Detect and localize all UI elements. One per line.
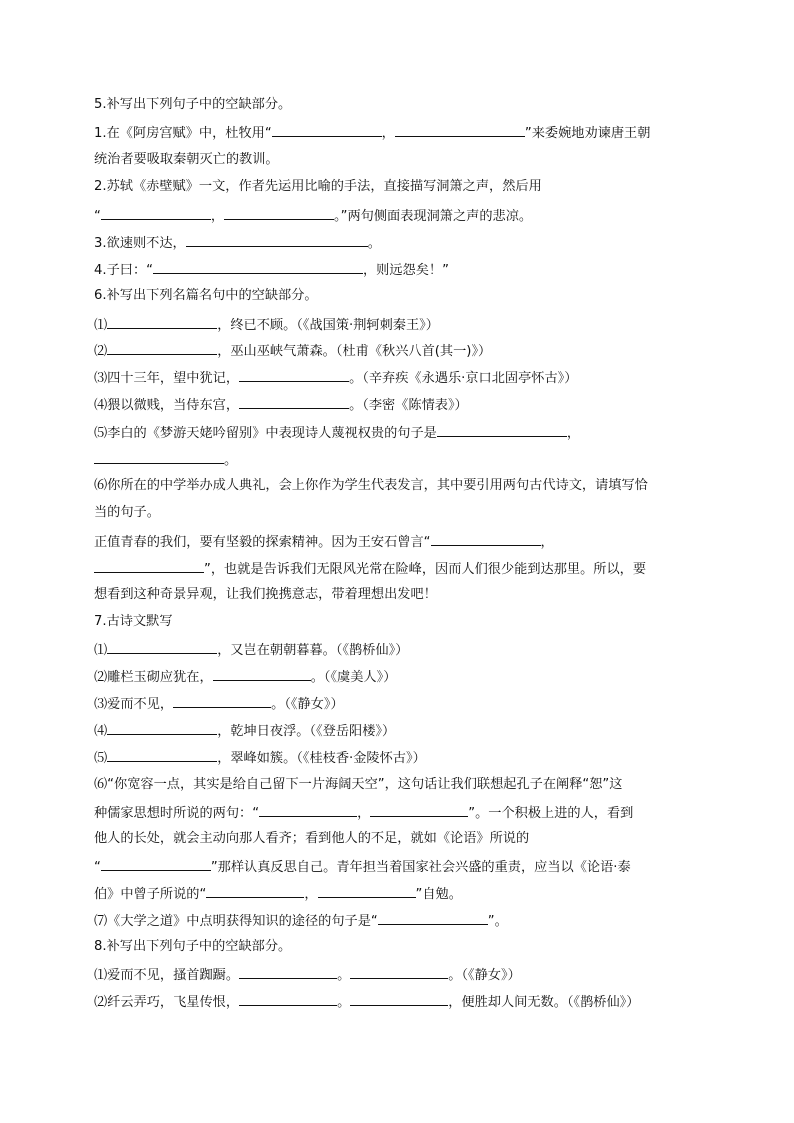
section-6-heading: 6.补写出下列名篇名句中的空缺部分。 (94, 288, 318, 303)
answer-blank[interactable] (378, 907, 488, 925)
question-6-1: ⑴ ，终已不顾。（《战国策·荆轲刺秦王》） (94, 311, 439, 337)
answer-blank[interactable] (259, 799, 357, 817)
answer-blank[interactable] (224, 202, 334, 220)
answer-blank[interactable] (153, 256, 363, 274)
question-7-5: ⑸ ，翠峰如簇。（《桂枝香·金陵怀古》） (94, 744, 426, 770)
question-7-4: ⑷ ，乾坤日夜浮。（《登岳阳楼》） (94, 717, 395, 743)
answer-blank[interactable] (272, 119, 382, 137)
section-8-heading: 8.补写出下列句子中的空缺部分。 (94, 939, 292, 954)
answer-blank[interactable] (173, 690, 271, 708)
answer-blank[interactable] (350, 961, 448, 979)
question-7-3: ⑶爱而不见， 。（《静女》） (94, 690, 344, 716)
question-6-3: ⑶四十三年，望中犹记， 。（辛弃疾《永遇乐·京口北固亭怀古》） (94, 364, 577, 390)
answer-blank[interactable] (239, 391, 349, 409)
answer-blank[interactable] (206, 880, 304, 898)
section-7-heading: 7.古诗文默写 (94, 614, 173, 629)
answer-blank[interactable] (94, 555, 204, 573)
answer-blank[interactable] (101, 853, 211, 871)
question-7-6-line-1: ⑹“你宽容一点，其实是给自己留下一片海阔天空”，这句话让我们联想起孔子在阐释“恕”这 (94, 777, 623, 792)
question-7-6-line-3: 他人的长处，就会主动向那人看齐；看到他人的不足，就如《论语》所说的 (94, 831, 530, 846)
answer-blank[interactable] (370, 799, 468, 817)
question-5-4: 4.子曰：“ ，则远怨矣！” (94, 256, 449, 282)
answer-blank[interactable] (186, 229, 368, 247)
answer-blank[interactable] (239, 961, 337, 979)
question-7-2: ⑵雕栏玉砌应犹在， 。（《虞美人》） (94, 663, 396, 689)
answer-blank[interactable] (107, 744, 217, 762)
question-6-6-line-5: 想看到这种奇景异观，让我们挽携意志，带着理想出发吧！ (94, 587, 437, 602)
answer-blank[interactable] (437, 419, 567, 437)
question-5-2-line-2: “ ， 。”两句侧面表现洞箫之声的悲凉。 (94, 202, 532, 228)
answer-blank[interactable] (94, 446, 224, 464)
answer-blank[interactable] (213, 663, 311, 681)
answer-blank[interactable] (395, 119, 525, 137)
question-7-6-line-4: “ ”那样认真反思自己。青年担当着国家社会兴盛的重责，应当以《论语·泰 (94, 853, 631, 879)
answer-blank[interactable] (239, 364, 349, 382)
question-6-6-line-4: ”，也就是告诉我们无限风光常在险峰，因而人们很少能到达那里。所以，要 (94, 555, 646, 581)
answer-blank[interactable] (107, 717, 217, 735)
question-5-1-line-1: 1.在《阿房宫赋》中，杜牧用“ ， ”来委婉地劝谏唐王朝 (94, 119, 650, 145)
answer-blank[interactable] (107, 311, 217, 329)
question-7-6-line-2: 种儒家思想时所说的两句：“ ， ”。一个积极上进的人，看到 (94, 799, 633, 825)
question-7-6-line-5: 伯》中曾子所说的“ ， ”自勉。 (94, 880, 462, 906)
question-5-2-line-1: 2.苏轼《赤壁赋》一文，作者先运用比喻的手法，直接描写洞箫之声，然后用 (94, 179, 542, 194)
question-5-1-line-2: 统治者要吸取秦朝灭亡的教训。 (94, 152, 279, 167)
question-7-7: ⑺《大学之道》中点明获得知识的途径的句子是“ ”。 (94, 907, 508, 933)
section-5-heading: 5.补写出下列句子中的空缺部分。 (94, 97, 292, 112)
question-6-4: ⑷猥以微贱，当侍东宫， 。（李密《陈情表》） (94, 391, 468, 417)
question-6-2: ⑵ ，巫山巫峡气萧森。（杜甫《秋兴八首(其一)》） (94, 337, 491, 363)
answer-blank[interactable] (239, 988, 337, 1006)
answer-blank[interactable] (350, 988, 448, 1006)
question-8-1: ⑴爱而不见，搔首踟蹰。 。 。（《静女》） (94, 961, 521, 987)
answer-blank[interactable] (101, 202, 211, 220)
question-6-6-line-1: ⑹你所在的中学举办成人典礼，会上你作为学生代表发言，其中要引用两句古代诗文，请填写恰 (94, 478, 648, 493)
question-6-5-line-2: 。 (94, 446, 237, 472)
answer-blank[interactable] (431, 528, 541, 546)
answer-blank[interactable] (107, 337, 217, 355)
question-6-5-line-1: ⑸李白的《梦游天姥吟留别》中表现诗人蔑视权贵的句子是 ， (94, 419, 580, 445)
answer-blank[interactable] (107, 636, 217, 654)
question-5-3: 3.欲速则不达， 。 (94, 229, 381, 255)
question-8-2: ⑵纤云弄巧，飞星传恨， 。 ，便胜却人间无数。（《鹊桥仙》） (94, 988, 639, 1014)
answer-blank[interactable] (318, 880, 416, 898)
question-6-6-line-2: 当的句子。 (94, 505, 160, 520)
question-7-1: ⑴ ，又岂在朝朝暮暮。（《鹊桥仙》） (94, 636, 408, 662)
question-6-6-line-3: 正值青春的我们，要有坚毅的探索精神。因为王安石曾言“ ， (94, 528, 554, 554)
